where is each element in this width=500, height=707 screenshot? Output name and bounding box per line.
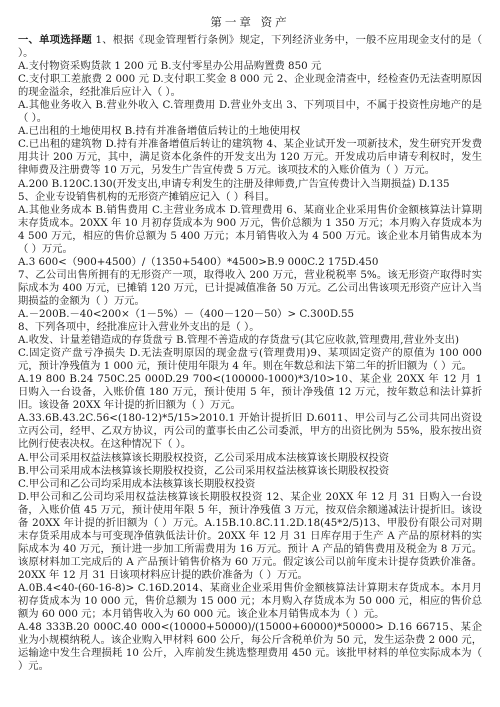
text-line: C.已出租的建筑物 D.持有并准备增值后转让的建筑物 4、某企业试开发一项新技术，发生研究开发费用共计 200 万元，其中，满足资本化条件的开发支出为 120 万元。开发成功后申请专利权时，发生律师费及注册费等 10 万元，另发生广告宣传费 5 万元。该项技术的入账价值为（ ）万元。 (18, 138, 482, 177)
text-line: A.19 800 B.24 750C.25 000D.29 700<(100000-1000)*3/10>10、某企业 20XX 年 12 月 1 日购入一台设备，入账价值 180 万元，预计使用 5 年，预计净残值 12 万元，按年数总和法计算折旧。该设备 20XX 年计提的折旧额为（ ）万元。 (18, 373, 482, 412)
text-line: D.甲公司和乙公司均采用权益法核算该长期股权投资 12、某企业 20XX 年 12 月 31 日购入一台设备，入账价值 45 万元，预计使用年限 5 年，预计净残值 3 万元，按双倍余额递减法计提折旧。该设备 20XX 年计提的折旧额为（ ）万元。A.15B.10.8C.11.2D.18(45*2/5)13、甲股份有限公司对期末存货采用成本与可变现净值孰低法计价。20XX 年 12 月 31 日库存用于生产 A 产品的原材料的实际成本为 40 万元，预计进一步加工所需费用为 16 万元。预计 A 产品的销售费用及税金为 8 万元。该原材料加工完成后的 A 产品预计销售价格为 60 万元。假定该公司以前年度未计提存货跌价准备。20XX 年 12 月 31 日该项材料应计提的跌价准备为（ ）万元。 (18, 490, 482, 581)
text-line: B.甲公司采用成本法核算该长期股权投资，乙公司采用权益法核算该长期股权投资 (18, 464, 390, 477)
text-line: A.收发、计量差错造成的存货盘亏 B.管理不善造成的存货盘亏(其它应收款,管理费用,营业外支出) (18, 334, 459, 347)
section-heading: 一、单项选择题 (18, 34, 92, 46)
text-line: A.3 600<（900+4500）/（1350+5400）*4500>B.9 000C.2 175D.450 (18, 255, 379, 268)
text-line: C.支付职工差旅费 2 000 元 D.支付职工奖金 8 000 元 2、企业现金清查中，经检查仍无法查明原因的现金溢余，经批准后应计入（ ）。 (18, 73, 482, 99)
text-line: 5、企业专设销售机构的无形资产摊销应记入（ ）科目。 (18, 190, 275, 203)
text-line: C.甲公司和乙公司均采用成本法核算该长期股权投资 (18, 477, 256, 490)
text-line: 一、单项选择题 1、根据《现金管理暂行条例》规定，下列经济业务中，一般不应用现金支付的是（ ）。 (18, 34, 483, 60)
chapter-title: 第一章 资产 (210, 15, 290, 29)
text-line: A.其他业务成本 B.销售费用 C.主营业务成本 D.管理费用 6、某商业企业采用售价金额核算法计算期末存货成本。20XX 年 10 月初存货成本为 900 万元，售价总额为 1 350 万元；本月购入存货成本为 4 500 万元，相应的售价总额为 5 400 万元；本月销售收入为 4 500 万元。该企业本月销售成本为（ ）万元。 (18, 203, 482, 255)
text-line: 7、乙公司出售所拥有的无形资产一项，取得收入 200 万元，营业税税率 5%。该无形资产取得时实际成本为 400 万元，已摊销 120 万元，已计提减值准备 50 万元。乙公司出售该项无形资产应计入当期损益的金额为（ ）万元。 (18, 268, 482, 307)
text-line: A.甲公司采用权益法核算该长期股权投资，乙公司采用成本法核算该长期股权投资 (18, 451, 390, 464)
text-line: A.33.6B.43.2C.56<(180-12)*5/15>2010.1 开始计提折旧 D.6011、甲公司与乙公司共同出资设立丙公司，经甲、乙双方协议，丙公司的董事长由乙公司委派，甲方的出资比例为 55%，股东按出资比例行使表决权。在这种情况下（ ）。 (18, 412, 482, 451)
text-line: A.支付物资采购货款 1 200 元 B.支付零星办公用品购置费 850 元 (18, 60, 322, 73)
text-line: C.固定资产盘亏净损失 D.无法查明原因的现金盘亏(管理费用)9、某项固定资产的原值为 100 000 元，预计净残值为 1 000 元，预计使用年限为 4 年。则在年数总和法下第二年的折旧额为（ ）元。 (18, 347, 482, 373)
question-text (18, 34, 482, 673)
text-line: A.其他业务收入 B.营业外收入 C.管理费用 D.营业外支出 3、下列项目中，不属于投资性房地产的是（ ）。 (18, 99, 482, 125)
text-line: 8、下列各项中，经批准应计入营业外支出的是（ ）。 (18, 321, 260, 334)
text-line: A.48 333B.20 000C.40 000<(10000+50000)/(15000+60000)*50000> D.16 66715、某企业为小规模纳税人。该企业购入甲材料 600 公斤，每公斤含税单价为 50 元，发生运杂费 2 000 元，运输途中发生合理损耗 10 公斤，入库前发生挑选整理费用 450 元。该批甲材料的单位实际成本为（ ）元。 (18, 621, 482, 673)
text-line: A.－200B.－40<200×（1－5%）－（400－120－50）> C.300D.55 (18, 307, 355, 320)
text-line: A.0B.4<40-(60-16-8)> C.16D.2014、某商业企业采用售价金额核算法计算期末存货成本。本月月初存货成本为 10 000 元，售价总额为 15 000 元；本月购入存货成本为 50 000 元，相应的售价总额为 60 000 元；本月销售收入为 60 000 元。该企业本月销售成本为（ ）元。 (18, 581, 482, 621)
text-line: A.已出租的土地使用权 B.持有并准备增值后转让的土地使用权 (18, 125, 301, 138)
text-line: A.200 B.120C.130(开发支出,申请专利发生的注册及律师费,广告宣传费计入当期损益) D.135 (18, 177, 450, 190)
